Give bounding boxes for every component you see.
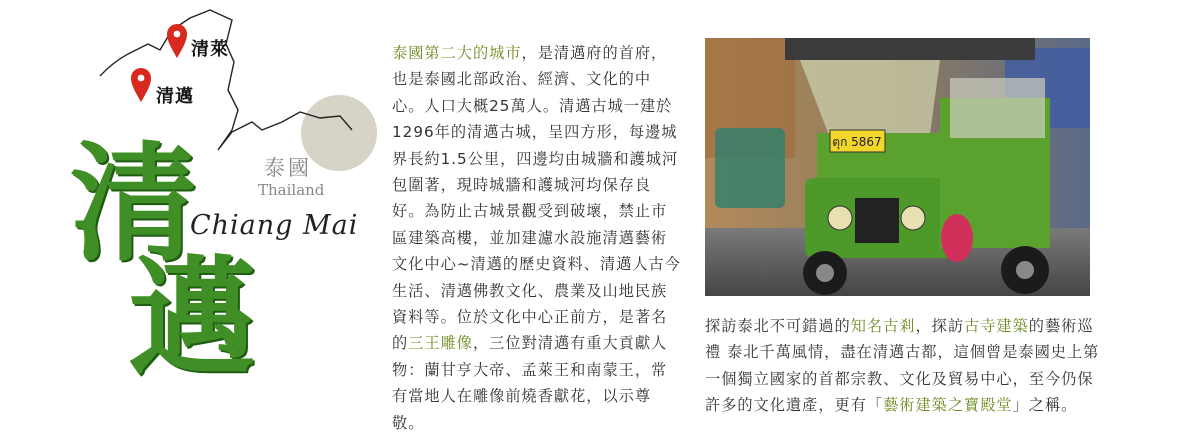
title-char-1: 清 [70,129,199,279]
photo-caption [705,313,1103,419]
pin-icon [167,24,187,58]
tuktuk-photo [705,38,1090,296]
country-name-en: Thailand [258,181,325,199]
highlight-text: 藝術建築之寶殿堂 [883,396,1013,415]
highlight-text: 知名古剎 [850,317,916,335]
map-area [0,0,385,445]
region-circle [301,95,377,171]
highlight-text: 泰國第二大的城市 [392,44,522,62]
body-text [392,40,682,436]
pin-label-chiang-mai: 清邁 [156,86,194,107]
highlight-text: 古寺建築 [964,317,1029,335]
pin-label-chiang-rai: 清萊 [191,39,229,60]
caption-text-part: ，探訪 [915,317,964,335]
body-text-part: ，三位對清邁有重大貢獻人物：蘭甘亨大帝、孟萊王和南蒙王，常有當地人在雕像前燒香獻花，以示尊敬。 [392,334,668,432]
title-char-2: 邁 [128,243,257,393]
country-name-cn: 泰國 [264,156,312,180]
body-text-part: ，是清邁府的首府，也是泰國北部政治、經濟、文化的中心。人口大概25萬人。清邁古城一建於1296年的清邁古城，呈四方形，每邊城界長約1.5公里，四邊均由城牆和護城河包圍著，現時城牆和護城河均保存良好。為防止古城景觀受到破壞，禁止市區建築高樓，並加建濾水設施清邁藝術文化中心~清邁的歷史資料、清邁人古今生活、清邁佛教文化、農業及山地民族資料等。位於文化中心正前方，是著名的 [392,44,681,353]
caption-text-part: 的藝術巡禮 泰北千萬風情，盡在清邁古都，這個曾是泰國史上第一個獨立國家的首都宗教、文化及貿易中心，至今仍保許多的文化遺產，更有「 [705,317,1100,415]
caption-text-part: 探訪泰北不可錯過的 [705,317,851,335]
caption-text-part: 」之稱。 [1012,396,1078,415]
highlight-text: 三王雕像 [408,334,473,353]
pin-icon [131,68,151,102]
license-plate: ตุก 5867 [832,135,882,149]
city-name-en: Chiang Mai [190,210,359,241]
